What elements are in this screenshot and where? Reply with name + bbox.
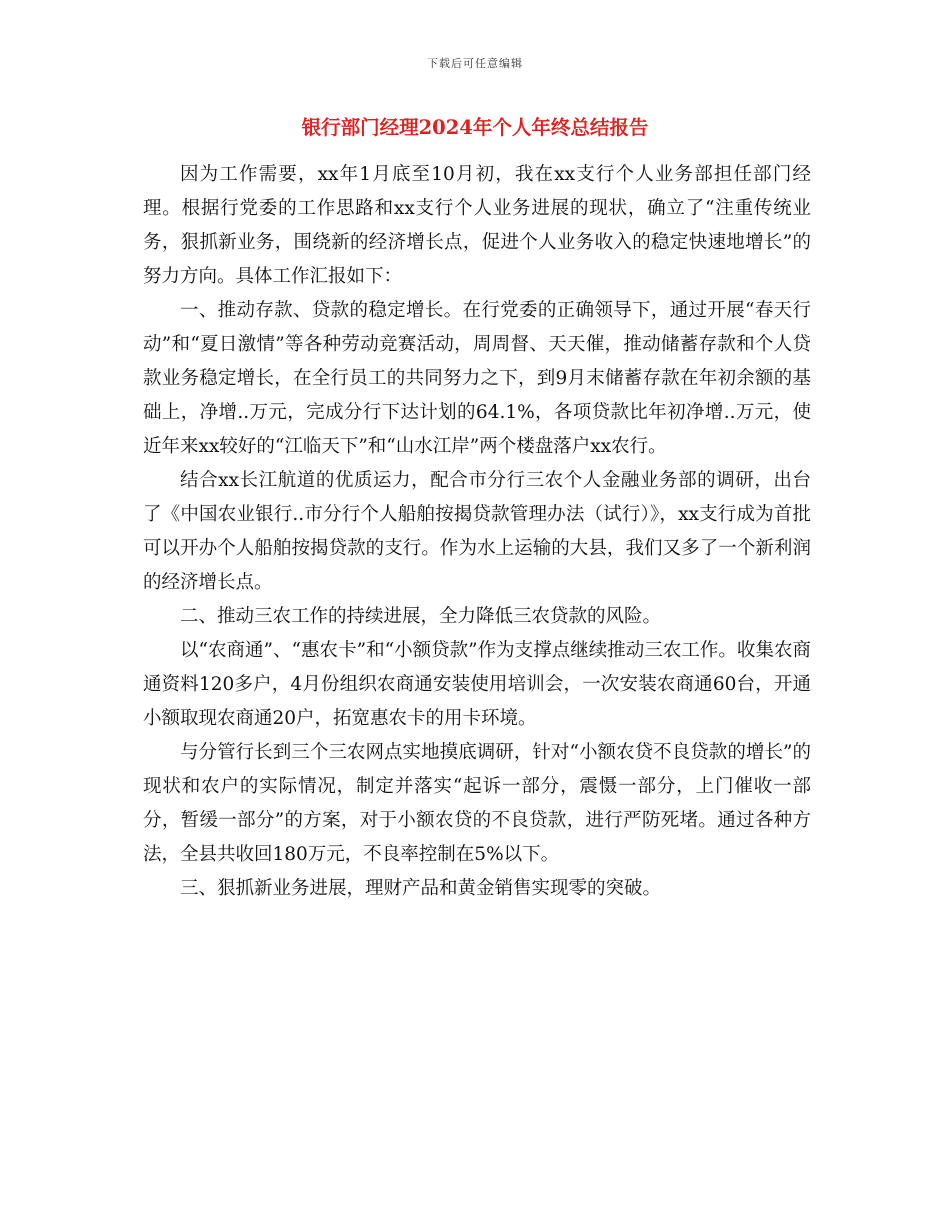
paragraph-ship-loan: 结合xx长江航道的优质运力，配合市分行三农个人金融业务部的调研，出台了《中国农业银行..市分行个人船舶按揭贷款管理办法（试行）》，xx支行成为首批可以开办个人船舶按揭贷款的支行。作为水上运输的大县，我们又多了一个新利润的经济增长点。	[143, 470, 811, 593]
paragraph-bad-loans: 与分管行长到三个三农网点实地摸底调研，针对“小额农贷不良贷款的增长”的现状和农户的实际情况，制定并落实“起诉一部分，震慑一部分，上门催收一部分，暂缓一部分”的方案，对于小额农贷的不良贷款，进行严防死堵。通过各种方法，全县共收回180万元，不良率控制在5%以下。	[143, 742, 811, 865]
paragraph-intro: 因为工作需要，xx年1月底至10月初，我在xx支行个人业务部担任部门经理。根据行党委的工作思路和xx支行个人业务进展的现状，确立了“注重传统业务，狠抓新业务，围绕新的经济增长点，促进个人业务收入的稳定快速地增长”的努力方向。具体工作汇报如下：	[143, 164, 811, 287]
paragraph-rural-work: 以“农商通”、“惠农卡”和“小额贷款”作为支撑点继续推动三农工作。收集农商通资料120多户，4月份组织农商通安装使用培训会，一次安装农商通60台，开通小额取现农商通20户，拓宽惠农卡的用卡环境。	[143, 640, 811, 729]
paragraph-section-3-heading: 三、狠抓新业务进展，理财产品和黄金销售实现零的突破。	[180, 878, 662, 899]
header-note: 下载后可任意编辑	[427, 57, 523, 70]
paragraph-section-1: 一、推动存款、贷款的稳定增长。在行党委的正确领导下，通过开展“春天行动”和“夏日激情”等各种劳动竞赛活动，周周督、天天催，推动储蓄存款和个人贷款业务稳定增长，在全行员工的共同努力之下，到9月末储蓄存款在年初余额的基础上，净增..万元，完成分行下达计划的64.1%，各项贷款比年初净增..万元，使近年来xx较好的“江临天下”和“山水江岸”两个楼盘落户xx农行。	[143, 300, 811, 457]
paragraph-section-2-heading: 二、推动三农工作的持续进展，全力降低三农贷款的风险。	[180, 606, 662, 627]
document-title: 银行部门经理2024年个人年终总结报告	[301, 116, 649, 139]
document-body	[143, 158, 811, 906]
